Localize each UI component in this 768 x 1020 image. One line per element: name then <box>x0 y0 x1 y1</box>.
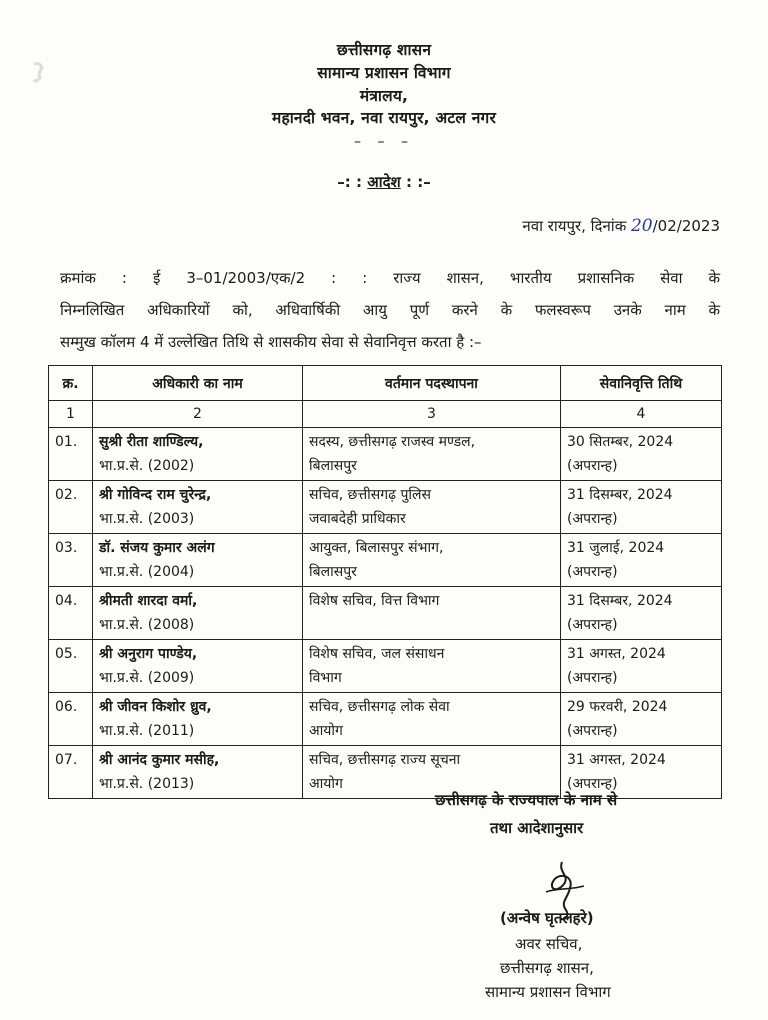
posting-line-2: आयोग <box>309 776 343 792</box>
order-paragraph-line-1: क्रमांक : ई 3–01/2003/एक/2 : : राज्य शासन, भारतीय प्रशासनिक सेवा के <box>60 269 720 287</box>
officer-name: श्री गोविन्द राम चुरेन्द्र, <box>99 487 212 503</box>
row-sno: 02. <box>49 481 93 534</box>
retirement-cell <box>561 587 722 640</box>
posting-line-2: बिलासपुर <box>309 564 357 580</box>
posting-line-2: बिलासपुर <box>309 458 357 474</box>
officer-cell <box>93 693 303 746</box>
retirement-cell <box>561 481 722 534</box>
officer-name: श्रीमती शारदा वर्मा, <box>99 593 198 609</box>
officer-service: भा.प्र.से. (2009) <box>99 670 195 686</box>
retirement-time: (अपरान्ह) <box>567 458 618 474</box>
table-header-row <box>49 366 722 401</box>
col-number: 1 <box>49 401 93 428</box>
place-date-rest: /02/2023 <box>652 217 720 235</box>
signatory-office-1: छत्तीसगढ़ शासन, <box>500 959 594 977</box>
retirement-time: (अपरान्ह) <box>567 511 618 527</box>
retirement-time: (अपरान्ह) <box>567 723 618 739</box>
officer-service: भा.प्र.से. (2004) <box>99 564 195 580</box>
officer-service: भा.प्र.से. (2002) <box>99 458 195 474</box>
header-department: सामान्य प्रशासन विभाग <box>317 64 451 82</box>
officer-service: भा.प्र.से. (2013) <box>99 776 195 792</box>
header-separator: – – – <box>354 134 414 150</box>
table-column-number-row <box>49 401 722 428</box>
order-paragraph-line-3: सम्मुख कॉलम 4 में उल्लेखित तिथि से शासकीय सेवा से सेवानिवृत्त करता है :– <box>60 333 482 351</box>
officer-name: डॉ. संजय कुमार अलंग <box>99 540 215 556</box>
table-row <box>49 587 722 640</box>
row-sno: 07. <box>49 746 93 799</box>
posting-cell <box>303 481 561 534</box>
retirement-cell <box>561 534 722 587</box>
table-row <box>49 428 722 481</box>
authority-line-1: छत्तीसगढ़ के राज्यपाल के नाम से <box>435 791 618 809</box>
header-address: महानदी भवन, नवा रायपुर, अटल नगर <box>272 109 496 127</box>
officer-name: सुश्री रीता शाण्डिल्य, <box>99 434 204 450</box>
posting-cell <box>303 587 561 640</box>
retirement-time: (अपरान्ह) <box>567 776 618 792</box>
table-row <box>49 534 722 587</box>
col-number: 2 <box>93 401 303 428</box>
col-header-retirement-date: सेवानिवृत्ति तिथि <box>561 366 722 401</box>
posting-cell <box>303 428 561 481</box>
col-header-name: अधिकारी का नाम <box>93 366 303 401</box>
col-header-sno: क्र. <box>49 366 93 401</box>
posting-line-2: आयोग <box>309 723 343 739</box>
officer-cell <box>93 587 303 640</box>
officer-cell <box>93 481 303 534</box>
row-sno: 06. <box>49 693 93 746</box>
posting-line-2: विभाग <box>309 670 342 686</box>
retirement-date: 31 दिसम्बर, 2024 <box>567 487 673 503</box>
signatory-office-2: सामान्य प्रशासन विभाग <box>485 983 611 1001</box>
posting-line-1: विशेष सचिव, जल संसाधन <box>309 646 445 662</box>
officer-cell <box>93 428 303 481</box>
officer-service: भा.प्र.से. (2003) <box>99 511 195 527</box>
posting-line-1: सचिव, छत्तीसगढ़ पुलिस <box>309 487 431 503</box>
officer-cell <box>93 640 303 693</box>
officer-service: भा.प्र.से. (2011) <box>99 723 195 739</box>
retirement-date: 30 सितम्बर, 2024 <box>567 434 674 450</box>
signatory-designation: अवर सचिव, <box>515 935 583 953</box>
officer-name: श्री आनंद कुमार मसीह, <box>99 752 220 768</box>
retirement-time: (अपरान्ह) <box>567 617 618 633</box>
signatory-name: (अन्वेष घृतलहरे) <box>500 909 594 927</box>
posting-cell <box>303 693 561 746</box>
table-row <box>49 481 722 534</box>
row-sno: 04. <box>49 587 93 640</box>
order-paragraph-line-2: निम्नलिखित अधिकारियों को, अधिवार्षिकी आयु पूर्ण करने के फलस्वरूप उनके नाम के <box>60 301 720 319</box>
authority-line-2: तथा आदेशानुसार <box>490 819 584 837</box>
handwritten-day: 20 <box>630 216 653 236</box>
posting-line-1: सदस्य, छत्तीसगढ़ राजस्व मण्डल, <box>309 434 476 450</box>
retirement-date: 29 फरवरी, 2024 <box>567 699 668 715</box>
header-government: छत्तीसगढ़ शासन <box>336 41 432 59</box>
officer-name: श्री अनुराग पाण्डेय, <box>99 646 198 662</box>
officer-cell <box>93 746 303 799</box>
posting-line-1: विशेष सचिव, वित्त विभाग <box>309 593 440 609</box>
order-title-suffix: : :– <box>400 173 431 191</box>
col-header-posting: वर्तमान पदस्थापना <box>303 366 561 401</box>
order-title-word: आदेश <box>367 173 401 191</box>
retirement-time: (अपरान्ह) <box>567 670 618 686</box>
col-number: 3 <box>303 401 561 428</box>
retirement-cell <box>561 693 722 746</box>
posting-cell <box>303 534 561 587</box>
retirement-time: (अपरान्ह) <box>567 564 618 580</box>
header-secretariat: मंत्रालय, <box>359 87 409 105</box>
retirement-date: 31 दिसम्बर, 2024 <box>567 593 673 609</box>
table-row <box>49 746 722 799</box>
posting-line-2: जवाबदेही प्राधिकार <box>309 511 406 527</box>
table-row <box>49 693 722 746</box>
posting-cell <box>303 640 561 693</box>
officer-service: भा.प्र.से. (2008) <box>99 617 195 633</box>
table-row <box>49 640 722 693</box>
retirement-date: 31 अगस्त, 2024 <box>567 752 666 768</box>
officer-name: श्री जीवन किशोर ध्रुव, <box>99 699 212 715</box>
retirement-date: 31 जुलाई, 2024 <box>567 540 665 556</box>
row-sno: 01. <box>49 428 93 481</box>
place-date <box>522 216 720 236</box>
retirement-date: 31 अगस्त, 2024 <box>567 646 666 662</box>
posting-line-1: सचिव, छत्तीसगढ़ लोक सेवा <box>309 699 450 715</box>
posting-line-1: आयुक्त, बिलासपुर संभाग, <box>309 540 444 556</box>
order-title <box>0 172 768 192</box>
order-title-prefix: –: : <box>337 173 368 191</box>
col-number: 4 <box>561 401 722 428</box>
retirement-cell <box>561 640 722 693</box>
officer-cell <box>93 534 303 587</box>
retirement-table <box>48 365 722 799</box>
retirement-cell <box>561 428 722 481</box>
posting-line-1: सचिव, छत्तीसगढ़ राज्य सूचना <box>309 752 461 768</box>
place-date-prefix: नवा रायपुर, दिनांक <box>522 217 631 235</box>
row-sno: 03. <box>49 534 93 587</box>
row-sno: 05. <box>49 640 93 693</box>
